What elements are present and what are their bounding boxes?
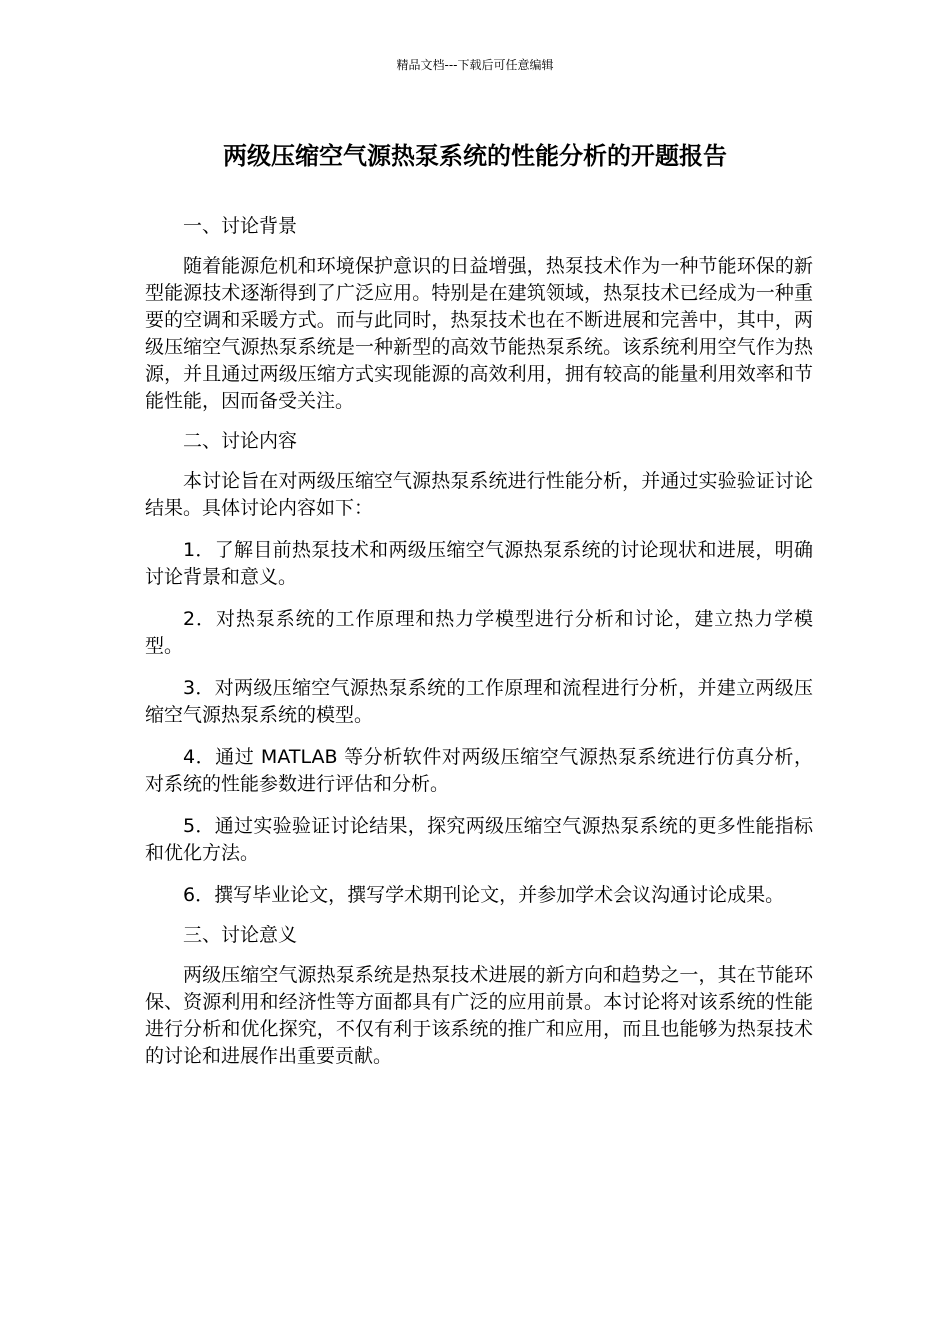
document-body xyxy=(145,213,813,1070)
paragraph-content-intro: 本讨论旨在对两级压缩空气源热泵系统进行性能分析，并通过实验验证讨论结果。具体讨论内容如下： xyxy=(145,470,813,519)
page-header-watermark: 精品文档---下载后可任意编辑 xyxy=(396,58,554,72)
list-item-6: 6．撰写毕业论文，撰写学术期刊论文，并参加学术会议沟通讨论成果。 xyxy=(183,884,785,906)
list-item-5: 5．通过实验验证讨论结果，探究两级压缩空气源热泵系统的更多性能指标和优化方法。 xyxy=(145,815,813,864)
paragraph-significance: 两级压缩空气源热泵系统是热泵技术进展的新方向和趋势之一，其在节能环保、资源利用和经济性等方面都具有广泛的应用前景。本讨论将对该系统的性能进行分析和优化探究，不仅有利于该系统的推广和应用，而且也能够为热泵技术的讨论和进展作出重要贡献。 xyxy=(145,964,813,1067)
section-heading-background: 一、讨论背景 xyxy=(183,215,298,237)
document-title: 两级压缩空气源热泵系统的性能分析的开题报告 xyxy=(223,142,727,170)
section-heading-significance: 三、讨论意义 xyxy=(183,924,298,946)
section-heading-content: 二、讨论内容 xyxy=(183,430,298,452)
list-item-1: 1．了解目前热泵技术和两级压缩空气源热泵系统的讨论现状和进展，明确讨论背景和意义。 xyxy=(145,539,813,588)
list-item-4: 4．通过 MATLAB 等分析软件对两级压缩空气源热泵系统进行仿真分析，对系统的性能参数进行评估和分析。 xyxy=(145,746,813,795)
list-item-2: 2．对热泵系统的工作原理和热力学模型进行分析和讨论，建立热力学模型。 xyxy=(145,608,813,657)
list-item-3: 3．对两级压缩空气源热泵系统的工作原理和流程进行分析，并建立两级压缩空气源热泵系统的模型。 xyxy=(145,677,813,726)
paragraph-background: 随着能源危机和环境保护意识的日益增强，热泵技术作为一种节能环保的新型能源技术逐渐得到了广泛应用。特别是在建筑领域，热泵技术已经成为一种重要的空调和采暖方式。而与此同时，热泵技术也在不断进展和完善中，其中，两级压缩空气源热泵系统是一种新型的高效节能热泵系统。该系统利用空气作为热源，并且通过两级压缩方式实现能源的高效利用，拥有较高的能量利用效率和节能性能，因而备受关注。 xyxy=(145,255,813,412)
